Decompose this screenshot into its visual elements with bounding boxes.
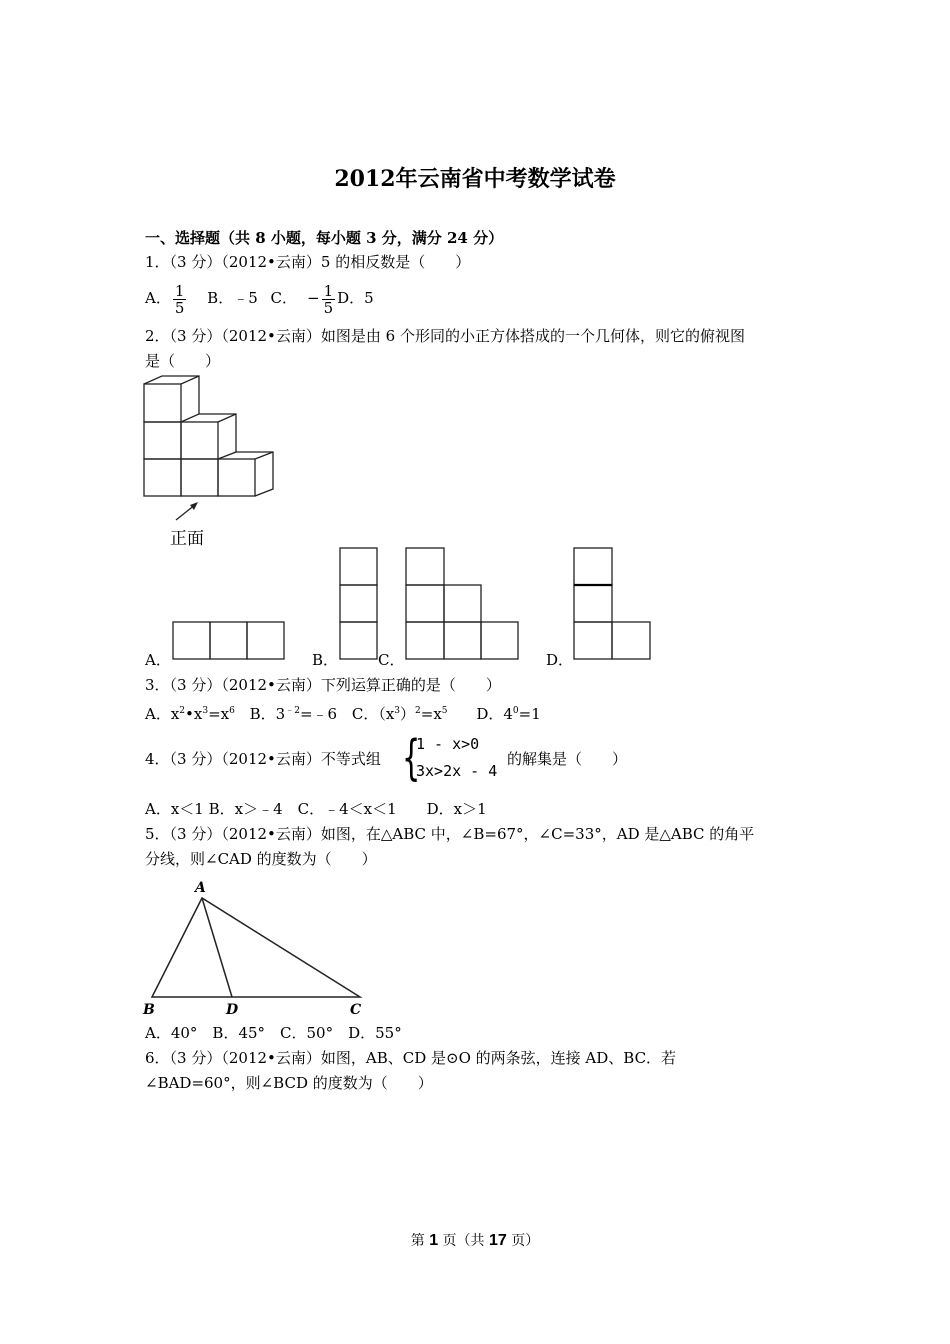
question-4-tail: 的解集是（ ） bbox=[507, 750, 628, 768]
option-a-figure bbox=[172, 620, 288, 662]
vertex-a-label: A bbox=[195, 880, 206, 896]
minus-sign: − bbox=[307, 289, 320, 307]
question-2-stem-line1: 2．（3 分）（2012•云南）如图是由 6 个形同的小正方体搭成的一个几何体，则它的俯视图 bbox=[145, 327, 745, 345]
inequality-line-1: 1 - x>0 bbox=[416, 735, 480, 753]
q2-option-c-label: C． bbox=[378, 651, 405, 669]
question-4-options: A．x＜1 B．x＞﹣4 C．﹣4＜x＜1 D．x＞1 bbox=[145, 800, 487, 818]
point-d-label: D bbox=[226, 1002, 239, 1018]
vertex-c-label: C bbox=[350, 1002, 362, 1018]
page-number: 1 bbox=[429, 1232, 439, 1249]
question-6-stem-line2: ∠BAD=60°，则∠BCD 的度数为（ ） bbox=[145, 1074, 433, 1092]
cube-figure bbox=[140, 372, 285, 552]
section-heading: 一、选择题（共 8 小题，每小题 3 分，满分 24 分） bbox=[145, 229, 504, 247]
option-c-label: C． bbox=[270, 289, 298, 307]
option-d-figure bbox=[572, 546, 654, 662]
option-d: D．5 bbox=[337, 289, 374, 307]
question-3-stem: 3．（3 分）（2012•云南）下列运算正确的是（ ） bbox=[145, 676, 501, 694]
fraction-one-fifth: $\frac{1}{5}$ bbox=[174, 281, 185, 317]
question-6-stem-line1: 6．（3 分）（2012•云南）如图，AB、CD 是⊙O 的两条弦，连接 AD、BC．若 bbox=[145, 1049, 677, 1067]
question-1-stem: 1．（3 分）（2012•云南）5 的相反数是（ ） bbox=[145, 253, 471, 271]
page-total: 17 bbox=[489, 1232, 507, 1249]
question-5-options: A．40° B．45° C．50° D．55° bbox=[145, 1024, 402, 1042]
page-title: 2012年云南省中考数学试卷 bbox=[334, 166, 616, 192]
question-4-stem: 4．（3 分）（2012•云南）不等式组 bbox=[145, 750, 381, 768]
q2-option-d-label: D． bbox=[546, 651, 574, 669]
triangle-figure bbox=[140, 874, 370, 1020]
q2-option-b-label: B． bbox=[312, 651, 339, 669]
question-5-stem-line1: 5．（3 分）（2012•云南）如图，在△ABC 中，∠B=67°，∠C=33°，AD 是△ABC 的角平 bbox=[145, 825, 755, 843]
fraction-one-fifth-neg: $\frac{1}{5}$ bbox=[323, 281, 334, 317]
vertex-b-label: B bbox=[143, 1002, 155, 1018]
question-5-stem-line2: 分线，则∠CAD 的度数为（ ） bbox=[145, 850, 377, 868]
question-1-options bbox=[145, 280, 374, 316]
page-footer: 第 1 页（共 17 页） bbox=[410, 1232, 540, 1249]
brace-icon: { bbox=[402, 730, 421, 786]
option-b: B．﹣5 bbox=[207, 289, 258, 307]
option-b-figure bbox=[338, 546, 380, 662]
question-2-stem-line2: 是（ ） bbox=[145, 352, 221, 370]
option-a-label: A． bbox=[145, 289, 171, 307]
front-label: 正面 bbox=[170, 529, 204, 549]
option-c-figure bbox=[404, 546, 522, 662]
q2-option-a-label: A． bbox=[145, 651, 171, 669]
question-3-options: A．$x^2•x^3=x^6$ B．$3^{﹣2}=﹣6$ C．$(x^3)^2=x^5$ D．$4^0=1$ bbox=[145, 705, 541, 723]
inequality-line-2: 3x>2x - 4 bbox=[416, 762, 498, 780]
